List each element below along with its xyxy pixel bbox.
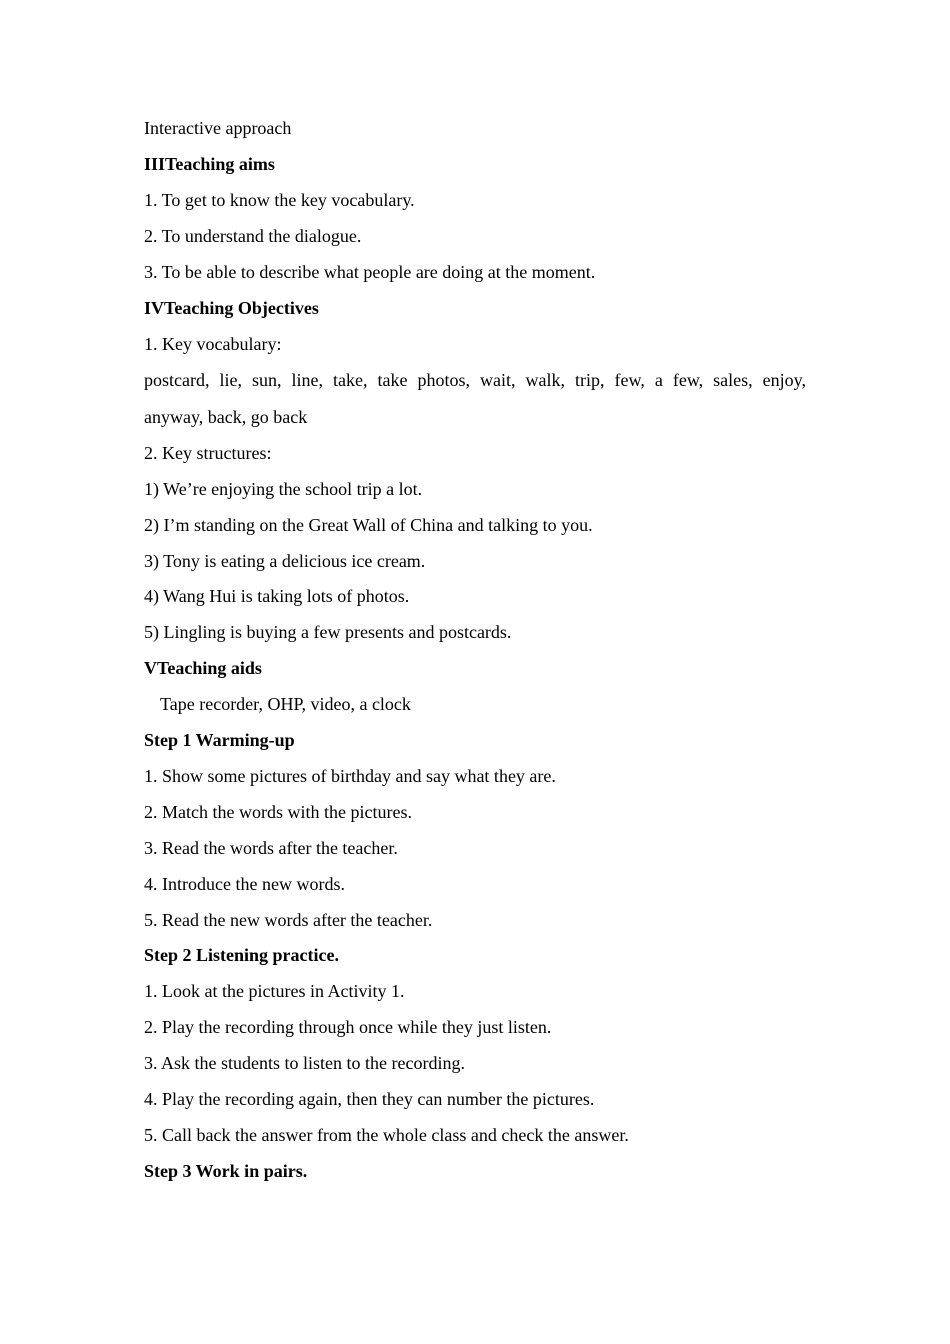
section5-heading: VTeaching aids: [144, 658, 262, 678]
structure-item: 3) Tony is eating a delicious ice cream.: [144, 551, 426, 571]
section4-heading: IVTeaching Objectives: [144, 298, 319, 318]
list-item: 2. Play the recording through once while they just listen.: [144, 1017, 552, 1037]
structure-item: 1) We’re enjoying the school trip a lot.: [144, 479, 423, 499]
step3-heading: Step 3 Work in pairs.: [144, 1161, 308, 1181]
structure-item: 2) I’m standing on the Great Wall of China and talking to you.: [144, 515, 593, 535]
list-item: 1. Show some pictures of birthday and say what they are.: [144, 766, 556, 786]
intro-text: Interactive approach: [144, 118, 292, 138]
list-item: 4. Introduce the new words.: [144, 874, 345, 894]
vocab-heading: 1. Key vocabulary:: [144, 334, 282, 354]
list-item: 1. To get to know the key vocabulary.: [144, 190, 415, 210]
list-item: 3. To be able to describe what people are doing at the moment.: [144, 262, 596, 282]
vocab-line: anyway, back, go back: [144, 407, 308, 427]
list-item: 5. Read the new words after the teacher.: [144, 910, 433, 930]
list-item: 2. To understand the dialogue.: [144, 226, 362, 246]
structures-heading: 2. Key structures:: [144, 443, 272, 463]
section3-heading: IIITeaching aims: [144, 154, 275, 174]
structure-item: 4) Wang Hui is taking lots of photos.: [144, 586, 410, 606]
list-item: 3. Ask the students to listen to the recording.: [144, 1053, 465, 1073]
list-item: 1. Look at the pictures in Activity 1.: [144, 981, 405, 1001]
teaching-aids-text: Tape recorder, OHP, video, a clock: [160, 694, 411, 714]
list-item: 4. Play the recording again, then they can number the pictures.: [144, 1089, 595, 1109]
vocab-line: postcard, lie, sun, line, take, take photos, wait, walk, trip, few, a few, sales, enjoy,: [144, 370, 806, 390]
list-item: 2. Match the words with the pictures.: [144, 802, 412, 822]
list-item: 5. Call back the answer from the whole class and check the answer.: [144, 1125, 629, 1145]
step1-heading: Step 1 Warming-up: [144, 730, 295, 750]
structure-item: 5) Lingling is buying a few presents and postcards.: [144, 622, 512, 642]
step2-heading: Step 2 Listening practice.: [144, 945, 339, 965]
list-item: 3. Read the words after the teacher.: [144, 838, 398, 858]
